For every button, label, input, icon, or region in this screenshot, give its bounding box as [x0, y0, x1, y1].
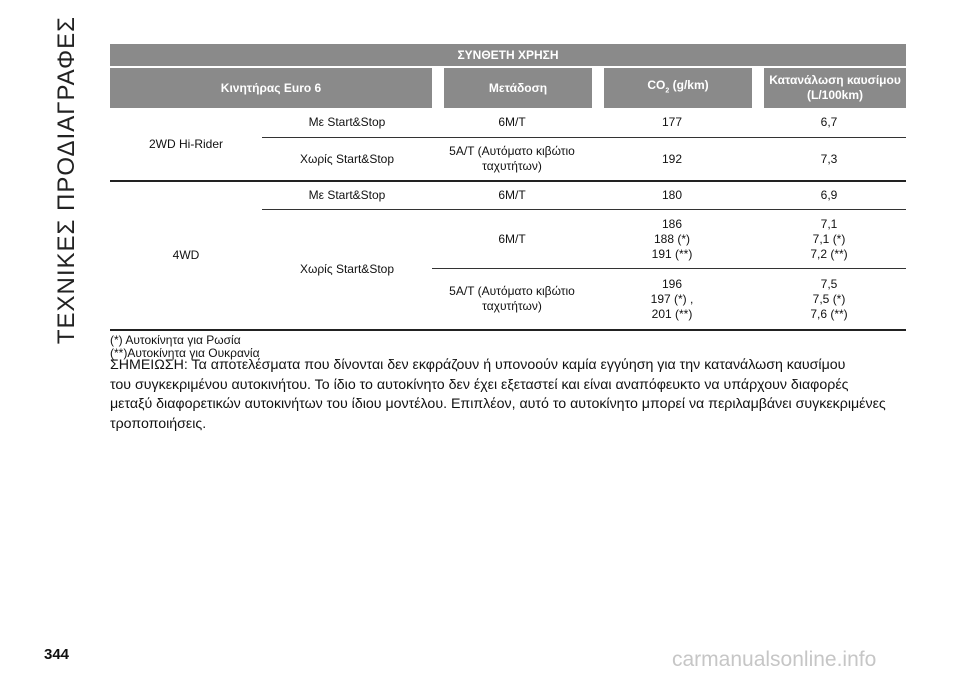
header-consumption-line2: (L/100km) [807, 88, 864, 102]
note-line: τροποποιήσεις. [110, 415, 207, 432]
note-paragraph [110, 356, 910, 434]
mode-cell: Με Start&Stop [262, 108, 432, 138]
transmission-line2: ταχυτήτων) [482, 299, 542, 313]
consumption-value: 7,1 (*) [812, 231, 846, 246]
consumption-cell: 6,7 [752, 108, 906, 138]
co2-value: 197 (*) , [650, 291, 694, 306]
footnote-ukraine: (**)Αυτοκίνητα για Ουκρανία [110, 346, 260, 360]
page-number: 344 [44, 646, 70, 663]
mode-cell: Χωρίς Start&Stop [262, 210, 432, 331]
fuel-consumption-table [110, 44, 906, 331]
transmission-line1: 5A/T (Αυτόματο κιβώτιο [449, 144, 575, 158]
consumption-value: 7,5 [820, 276, 838, 291]
transmission-cell: 6M/T [432, 182, 592, 210]
watermark: carmanualsonline.info [672, 648, 877, 671]
consumption-cell [752, 210, 906, 269]
table-header-row [110, 68, 906, 108]
note-line: ΣΗΜΕΙΩΣΗ: Τα αποτελέσματα που δίνονται δεν εκφράζουν ή υπονοούν καμία εγγύηση για την κατανάλωση καυσίμου [110, 357, 846, 373]
co2-value: 201 (**) [651, 306, 693, 321]
co2-cell: 180 [592, 182, 752, 210]
version-4wd: 4WD [110, 182, 262, 331]
co2-cell [592, 269, 752, 331]
footnote-russia: (*) Αυτοκίνητα για Ρωσία [110, 333, 241, 347]
consumption-value: 7,6 (**) [810, 306, 848, 321]
consumption-cell: 6,9 [752, 182, 906, 210]
consumption-value: 7,2 (**) [810, 246, 848, 261]
transmission-line2: ταχυτήτων) [482, 159, 542, 173]
table-title: ΣΥΝΘΕΤΗ ΧΡΗΣΗ [110, 44, 906, 68]
header-co2-suffix: (g/km) [669, 77, 709, 92]
mode-cell: Χωρίς Start&Stop [262, 138, 432, 182]
section-side-title-text: ΤΕΧΝΙΚΕΣ ΠΡΟΔΙΑΓΡΑΦΕΣ [53, 15, 80, 345]
header-engine: Κινητήρας Euro 6 [110, 68, 432, 108]
transmission-cell: 6M/T [432, 210, 592, 269]
consumption-cell: 7,3 [752, 138, 906, 182]
version-hirider: 2WD Hi-Rider [110, 108, 262, 182]
co2-cell [592, 210, 752, 269]
transmission-line1: 5A/T (Αυτόματο κιβώτιο [449, 284, 575, 298]
co2-value: 196 [661, 276, 683, 291]
table-title-row [110, 44, 906, 68]
header-co2-sub: 2 [665, 87, 670, 95]
table-row [110, 182, 906, 210]
co2-value: 191 (**) [651, 246, 693, 261]
co2-cell: 192 [592, 138, 752, 182]
transmission-cell [432, 269, 592, 331]
consumption-value: 7,5 (*) [812, 291, 846, 306]
header-consumption [752, 68, 906, 108]
note-line: μεταξύ διαφορετικών αυτοκινήτων του ίδιου μοντέλου. Επιπλέον, αυτό το αυτοκίνητο μπορεί να περιλαμβάνει συγκεκριμένες [110, 396, 886, 413]
header-co2 [592, 68, 752, 108]
section-side-title [52, 15, 82, 345]
consumption-value: 7,1 [820, 216, 838, 231]
table-row [110, 108, 906, 138]
consumption-cell [752, 269, 906, 331]
header-consumption-line1: Κατανάλωση καυσίμου [769, 73, 901, 87]
header-co2-prefix: CO [647, 77, 666, 92]
transmission-cell: 6M/T [432, 108, 592, 138]
co2-value: 188 (*) [653, 231, 691, 246]
mode-cell: Με Start&Stop [262, 182, 432, 210]
transmission-cell [432, 138, 592, 182]
header-transmission: Μετάδοση [432, 68, 592, 108]
co2-cell: 177 [592, 108, 752, 138]
note-line: του συγκεκριμένου αυτοκινήτου. Το ίδιο το αυτοκίνητο δεν έχει εξεταστεί και είναι αναπόφευκτο να υπάρχουν διαφορές [110, 376, 849, 393]
co2-value: 186 [661, 216, 683, 231]
